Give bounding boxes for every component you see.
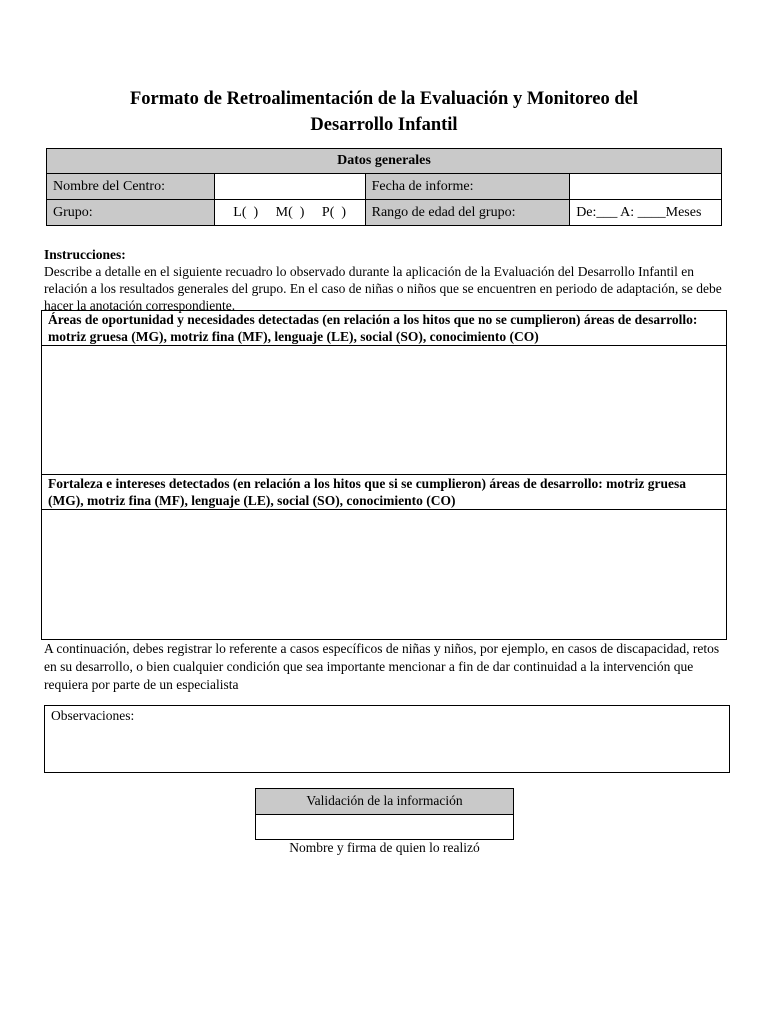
rango-edad-field[interactable]: De:___ A: ____Meses bbox=[570, 200, 722, 226]
fortaleza-label: Fortaleza e intereses detectados (en relación a los hitos que si se cumplieron) áreas de desarrollo: motriz gruesa (MG), motriz fina (MF), lenguaje (LE), social (SO), conocimiento (CO) bbox=[42, 475, 726, 510]
validacion-header: Validación de la información bbox=[255, 788, 514, 815]
instrucciones-text: Describe a detalle en el siguiente recuadro lo observado durante la aplicación de la Evaluación del Desarrollo Infantil en relación a los resultados generales del grupo. En el caso de niñas o niños que se encuentren en periodo de adaptación, se debe hacer la anotación correspondiente. bbox=[44, 264, 722, 313]
observaciones-box[interactable] bbox=[44, 705, 730, 773]
continuacion-text: A continuación, debes registrar lo referente a casos específicos de niñas y niños, por ejemplo, en casos de discapacidad, retos en su desarrollo, o bien cualquier condición que sea importante mencionar a fin de dar continuidad a la intervención que requiera por parte de un especialista bbox=[44, 641, 720, 692]
title-line-1: Formato de Retroalimentación de la Evaluación y Monitoreo del bbox=[129, 89, 638, 109]
areas-oportunidad-label: Áreas de oportunidad y necesidades detectadas (en relación a los hitos que no se cumplieron) áreas de desarrollo: motriz gruesa (MG), motriz fina (MF), lenguaje (LE), social (SO), conocimiento (CO) bbox=[42, 311, 726, 346]
areas-oportunidad-box bbox=[41, 310, 727, 475]
title-line-2: Desarrollo Infantil bbox=[310, 115, 458, 135]
observaciones-label: Observaciones: bbox=[51, 708, 135, 723]
nombre-centro-label: Nombre del Centro: bbox=[47, 174, 215, 200]
validacion-field[interactable] bbox=[255, 815, 514, 840]
datos-generales-header: Datos generales bbox=[47, 149, 722, 174]
grupo-options-field[interactable]: L( ) M( ) P( ) bbox=[214, 200, 365, 226]
datos-generales-table bbox=[46, 148, 722, 226]
areas-oportunidad-field[interactable] bbox=[42, 346, 726, 474]
instrucciones-block bbox=[44, 246, 728, 314]
instrucciones-heading: Instrucciones: bbox=[44, 247, 126, 262]
fortaleza-box bbox=[41, 474, 727, 640]
grupo-label: Grupo: bbox=[47, 200, 215, 226]
fecha-informe-field[interactable] bbox=[570, 174, 722, 200]
fortaleza-field[interactable] bbox=[42, 510, 726, 639]
rango-edad-label: Rango de edad del grupo: bbox=[365, 200, 570, 226]
validacion-block bbox=[255, 788, 514, 840]
document-title bbox=[60, 86, 708, 138]
validacion-caption: Nombre y firma de quien lo realizó bbox=[289, 840, 480, 855]
nombre-centro-field[interactable] bbox=[214, 174, 365, 200]
fecha-informe-label: Fecha de informe: bbox=[365, 174, 570, 200]
